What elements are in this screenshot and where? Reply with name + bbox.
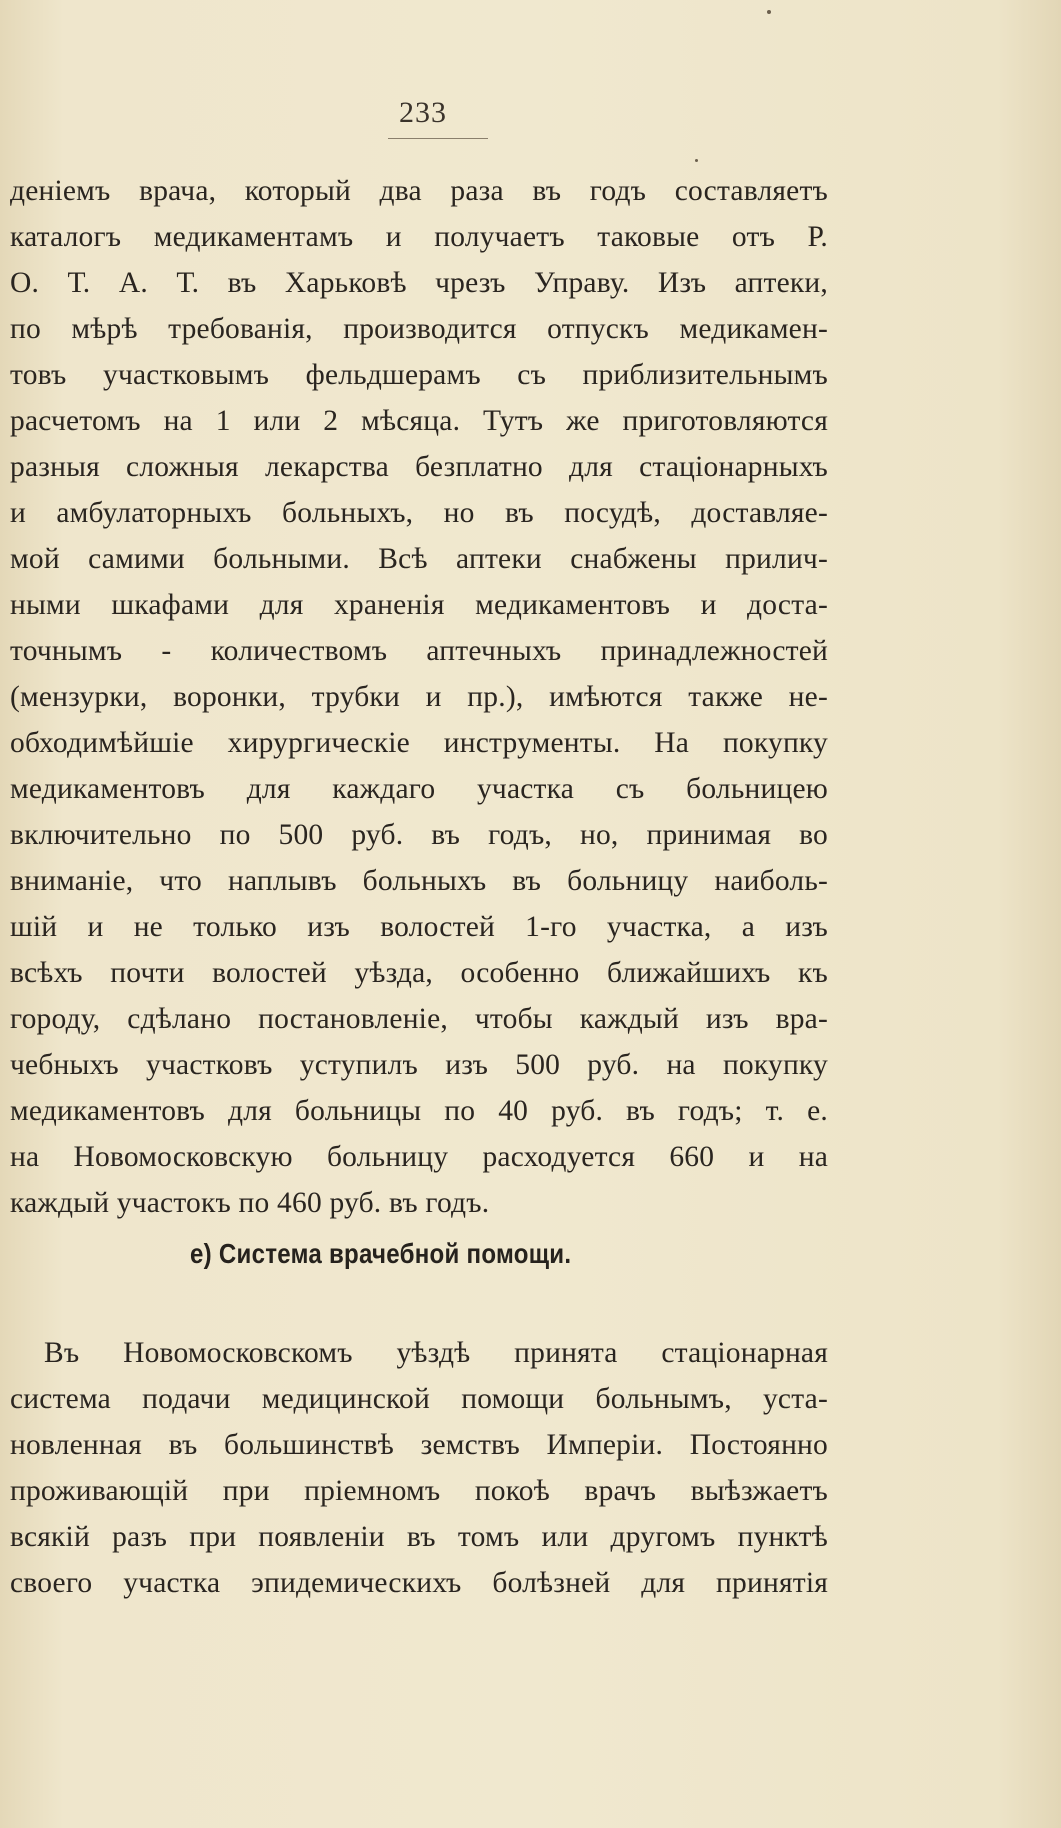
text-line: О. Т. А. Т. въ Харьковѣ чрезъ Управу. Изъ аптеки, [10, 267, 828, 299]
text-line: медикаментовъ для каждаго участка съ больницею [10, 773, 828, 805]
text-line: медикаментовъ для больницы по 40 руб. въ годъ; т. е. [10, 1095, 828, 1127]
text-line: чебныхъ участковъ уступилъ изъ 500 руб. на покупку [10, 1049, 828, 1081]
text-line: Въ Новомосковскомъ уѣздѣ принята стаціонарная [44, 1337, 828, 1369]
text-line: проживающій при пріемномъ покоѣ врачъ выѣзжаетъ [10, 1475, 828, 1507]
paper-speck [695, 159, 698, 162]
text-line: деніемъ врача, который два раза въ годъ составляетъ [10, 175, 828, 207]
text-line: точнымъ - количествомъ аптечныхъ принадлежностей [10, 635, 828, 667]
paper-speck [767, 10, 771, 14]
text-line: включительно по 500 руб. въ годъ, но, принимая во [10, 819, 828, 851]
text-line: городу, сдѣлано постановленіе, чтобы каждый изъ вра- [10, 1003, 828, 1035]
text-line: каталогъ медикаментамъ и получаетъ таковые отъ Р. [10, 221, 828, 253]
text-line: ными шкафами для храненія медикаментовъ и доста- [10, 589, 828, 621]
text-line: обходимѣйшіе хирургическіе инструменты. На покупку [10, 727, 828, 759]
text-line: расчетомъ на 1 или 2 мѣсяца. Тутъ же приготовляются [10, 405, 828, 437]
page-number: 233 [399, 96, 447, 129]
text-line: по мѣрѣ требованія, производится отпускъ медикамен- [10, 313, 828, 345]
text-line: разныя сложныя лекарства безплатно для стаціонарныхъ [10, 451, 828, 483]
text-line: новленная въ большинствѣ земствъ Имперіи. Постоянно [10, 1429, 828, 1461]
text-line: мой самими больными. Всѣ аптеки снабжены прилич- [10, 543, 828, 575]
page-number-rule [388, 138, 488, 139]
text-line: и амбулаторныхъ больныхъ, но въ посудѣ, доставляе- [10, 497, 828, 529]
text-line: шій и не только изъ волостей 1-го участка, а изъ [10, 911, 828, 943]
paragraph-1 [10, 168, 828, 1226]
text-line: всѣхъ почти волостей уѣзда, особенно ближайшихъ къ [10, 957, 828, 989]
text-line: всякій разъ при появленіи въ томъ или другомъ пунктѣ [10, 1521, 828, 1553]
text-line: каждый участокъ по 460 руб. въ годъ. [10, 1187, 490, 1219]
text-line: своего участка эпидемическихъ болѣзней для принятія [10, 1567, 828, 1599]
text-line: система подачи медицинской помощи больнымъ, уста- [10, 1383, 828, 1415]
text-line: товъ участковымъ фельдшерамъ съ приблизительнымъ [10, 359, 828, 391]
section-heading: е) Система врачебной помощи. [190, 1238, 572, 1269]
text-line: вниманіе, что наплывъ больныхъ въ больницу наиболь- [10, 865, 828, 897]
paragraph-2 [10, 1330, 828, 1606]
text-line: на Новомосковскую больницу расходуется 660 и на [10, 1141, 828, 1173]
text-line: (мензурки, воронки, трубки и пр.), имѣются также не- [10, 681, 828, 713]
